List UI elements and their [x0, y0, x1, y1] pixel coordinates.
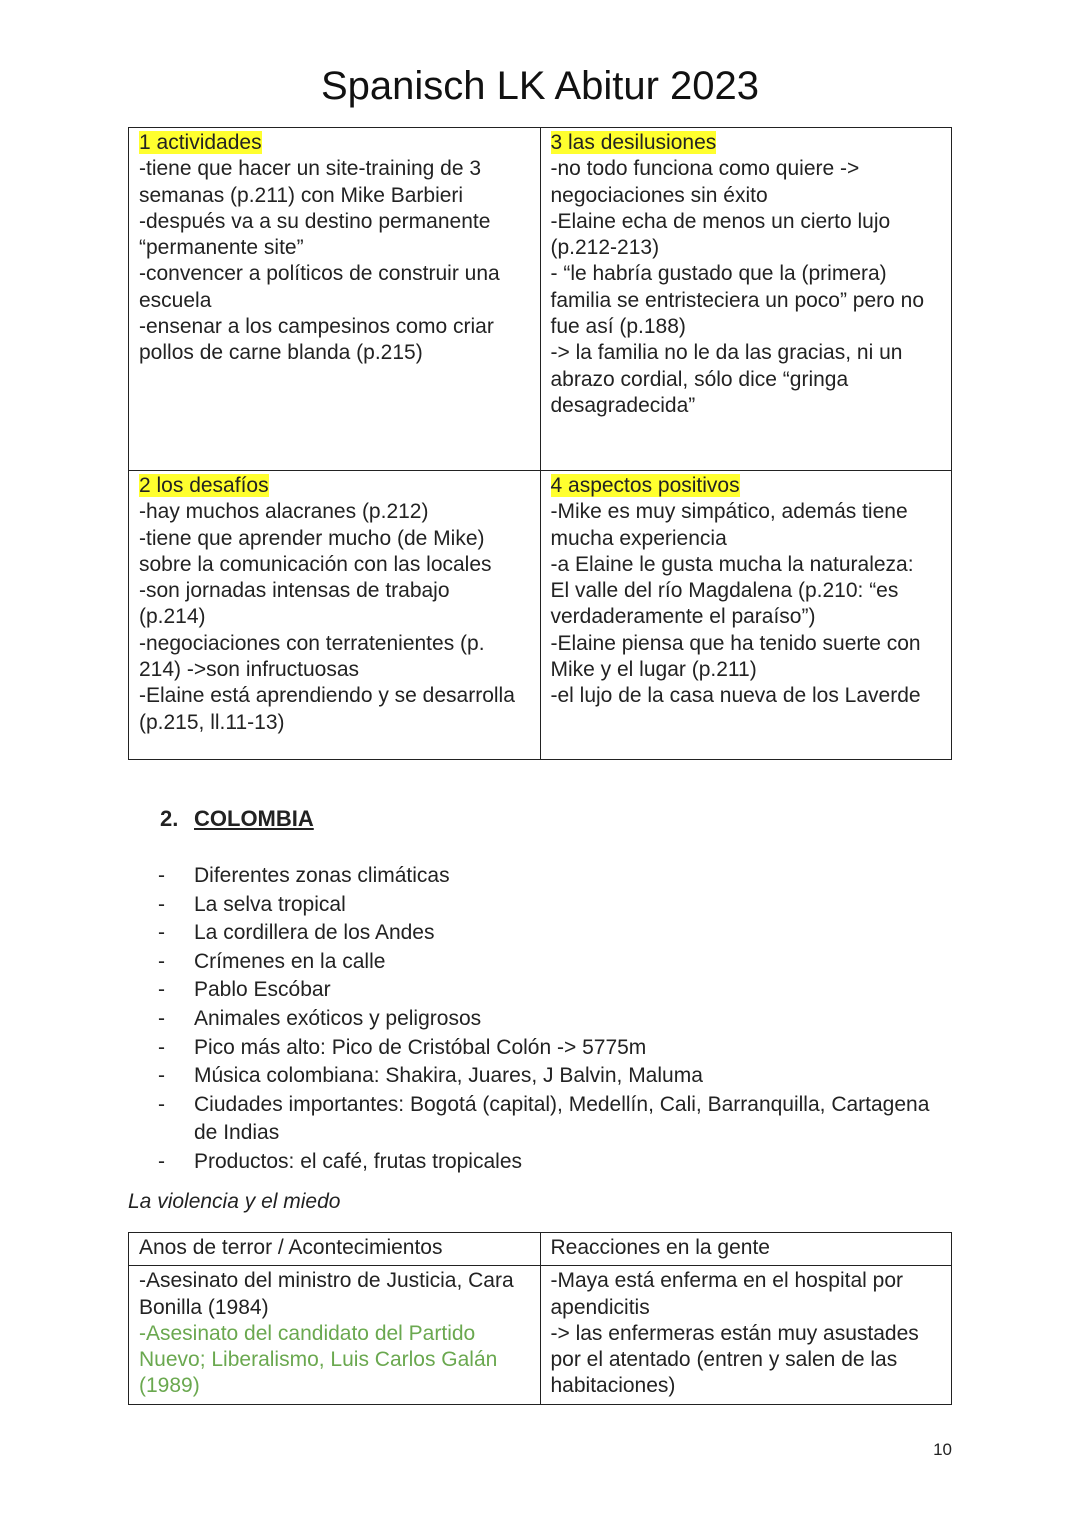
- cell-line: -Mike es muy simpático, además tiene: [550, 500, 908, 524]
- bullet-marker: -: [158, 892, 165, 916]
- summary-grid-row-2: [129, 471, 952, 760]
- list-item-text: Música colombiana: Shakira, Juares, J Balvin, Maluma: [194, 1064, 703, 1088]
- bullet-marker: -: [158, 1092, 165, 1116]
- cell-line: Mike y el lugar (p.211): [550, 658, 757, 682]
- list-item: [158, 919, 958, 948]
- cell-line: El valle del río Magdalena (p.210: “es: [550, 579, 899, 603]
- list-item-text: Crímenes en la calle: [194, 949, 386, 973]
- event-line-green: Nuevo; Liberalismo, Luis Carlos Galán: [139, 1348, 498, 1372]
- header-cell: Reacciones en la gente: [540, 1233, 952, 1266]
- bullet-marker: -: [158, 1064, 165, 1088]
- list-item-text: La selva tropical: [194, 892, 346, 916]
- cell-line: familia se entristeciera un poco” pero no: [550, 288, 925, 312]
- event-line: -Asesinato del ministro de Justicia, Cara: [139, 1269, 514, 1293]
- cell-line: negociaciones sin éxito: [550, 183, 768, 207]
- violence-table-row: [129, 1266, 952, 1404]
- bullet-marker: -: [158, 921, 165, 945]
- section-title: COLOMBIA: [194, 806, 314, 831]
- cell-line: mucha experiencia: [550, 526, 727, 550]
- cell-line: -negociaciones con terratenientes (p.: [139, 631, 485, 655]
- cell-actividades: [129, 128, 541, 471]
- cell-line: -no todo funciona como quiere ->: [550, 157, 860, 181]
- cell-line: escuela: [139, 288, 212, 312]
- list-item: [158, 1091, 958, 1148]
- cell-heading: 4 aspectos positivos: [550, 474, 740, 497]
- list-item: [158, 1148, 958, 1177]
- cell-line: -Elaine piensa que ha tenido suerte con: [550, 631, 921, 655]
- cell-line: verdaderamente el paraíso”): [550, 605, 816, 629]
- cell-line: (p.214): [139, 605, 206, 629]
- bullet-marker: -: [158, 1006, 165, 1030]
- list-item-text: Pablo Escóbar: [194, 978, 331, 1002]
- reaction-line: -Maya está enferma en el hospital por: [550, 1269, 904, 1293]
- cell-line: -Elaine echa de menos un cierto lujo: [550, 209, 891, 233]
- cell-line: semanas (p.211) con Mike Barbieri: [139, 183, 464, 207]
- cell-desilusiones: [540, 128, 952, 471]
- cell-line: -después va a su destino permanente: [139, 209, 491, 233]
- cell-line: “permanente site”: [139, 236, 304, 260]
- bullet-marker: -: [158, 1149, 165, 1173]
- reaction-line: -> las enfermeras están muy asustades: [550, 1321, 919, 1345]
- reaction-line: habitaciones): [550, 1374, 676, 1398]
- events-cell: [129, 1266, 541, 1404]
- violence-subheading: La violencia y el miedo: [128, 1190, 341, 1213]
- cell-line: -el lujo de la casa nueva de los Laverde: [550, 684, 921, 708]
- bullet-marker: -: [158, 864, 165, 887]
- cell-line: -Elaine está aprendiendo y se desarrolla: [139, 684, 515, 708]
- list-item: [158, 948, 958, 977]
- cell-line: (p.212-213): [550, 236, 660, 260]
- event-line: Bonilla (1984): [139, 1295, 269, 1319]
- cell-line: -son jornadas intensas de trabajo: [139, 579, 450, 603]
- cell-line: (p.215, ll.11-13): [139, 710, 285, 734]
- reactions-cell: [540, 1266, 952, 1404]
- cell-line: fue así (p.188): [550, 315, 686, 339]
- section-heading: [160, 806, 314, 832]
- list-item-text: La cordillera de los Andes: [194, 921, 435, 945]
- bullet-marker: -: [158, 949, 165, 973]
- list-item: [158, 1034, 958, 1063]
- cell-line: -> la familia no le da las gracias, ni un: [550, 341, 903, 365]
- list-item-text: Ciudades importantes: Bogotá (capital), Medellín, Cali, Barranquilla, Cartagena de Indias: [194, 1092, 930, 1145]
- cell-line: 214) ->son infructuosas: [139, 658, 360, 682]
- cell-heading: 1 actividades: [139, 131, 262, 154]
- list-item-text: Productos: el café, frutas tropicales: [194, 1149, 522, 1173]
- cell-line: pollos de carne blanda (p.215): [139, 341, 423, 365]
- summary-grid-row-1: [129, 128, 952, 471]
- cell-line: -ensenar a los campesinos como criar: [139, 315, 494, 339]
- cell-aspectos-positivos: [540, 471, 952, 760]
- cell-line: -a Elaine le gusta mucha la naturaleza:: [550, 552, 914, 576]
- header-cell: Anos de terror / Acontecimientos: [129, 1233, 541, 1266]
- violence-table: [128, 1232, 952, 1405]
- cell-line: -tiene que hacer un site-training de 3: [139, 157, 482, 181]
- reaction-line: por el atentado (entren y salen de las: [550, 1348, 898, 1372]
- list-item-text: Diferentes zonas climáticas: [194, 864, 450, 887]
- list-item: [158, 891, 958, 920]
- page-title: Spanisch LK Abitur 2023: [320, 64, 760, 108]
- bullet-marker: -: [158, 1035, 165, 1059]
- colombia-bullet-list: [158, 862, 958, 1177]
- cell-heading: 3 las desilusiones: [550, 131, 717, 154]
- cell-line: -convencer a políticos de construir una: [139, 262, 500, 286]
- event-line-green: -Asesinato del candidato del Partido: [139, 1321, 476, 1345]
- cell-line: - “le habría gustado que la (primera): [550, 262, 887, 286]
- cell-line: abrazo cordial, sólo dice “gringa: [550, 367, 849, 391]
- cell-line: sobre la comunicación con las locales: [139, 552, 492, 576]
- section-number: 2.: [160, 806, 179, 831]
- cell-line: -tiene que aprender mucho (de Mike): [139, 526, 485, 550]
- cell-line: -hay muchos alacranes (p.212): [139, 500, 429, 524]
- list-item: [158, 1005, 958, 1034]
- violence-table-header: [129, 1233, 952, 1266]
- list-item: [158, 976, 958, 1005]
- list-item: [158, 862, 958, 891]
- bullet-marker: -: [158, 978, 165, 1002]
- list-item: [158, 1062, 958, 1091]
- cell-heading: 2 los desafíos: [139, 474, 269, 497]
- cell-desafios: [129, 471, 541, 760]
- list-item-text: Pico más alto: Pico de Cristóbal Colón -> 5775m: [194, 1035, 647, 1059]
- list-item-text: Animales exóticos y peligrosos: [194, 1006, 482, 1030]
- reaction-line: apendicitis: [550, 1295, 650, 1319]
- summary-grid: [128, 127, 952, 760]
- page-number: 10: [933, 1440, 952, 1459]
- event-line-green: (1989): [139, 1374, 200, 1398]
- cell-line: desagradecida”: [550, 393, 696, 417]
